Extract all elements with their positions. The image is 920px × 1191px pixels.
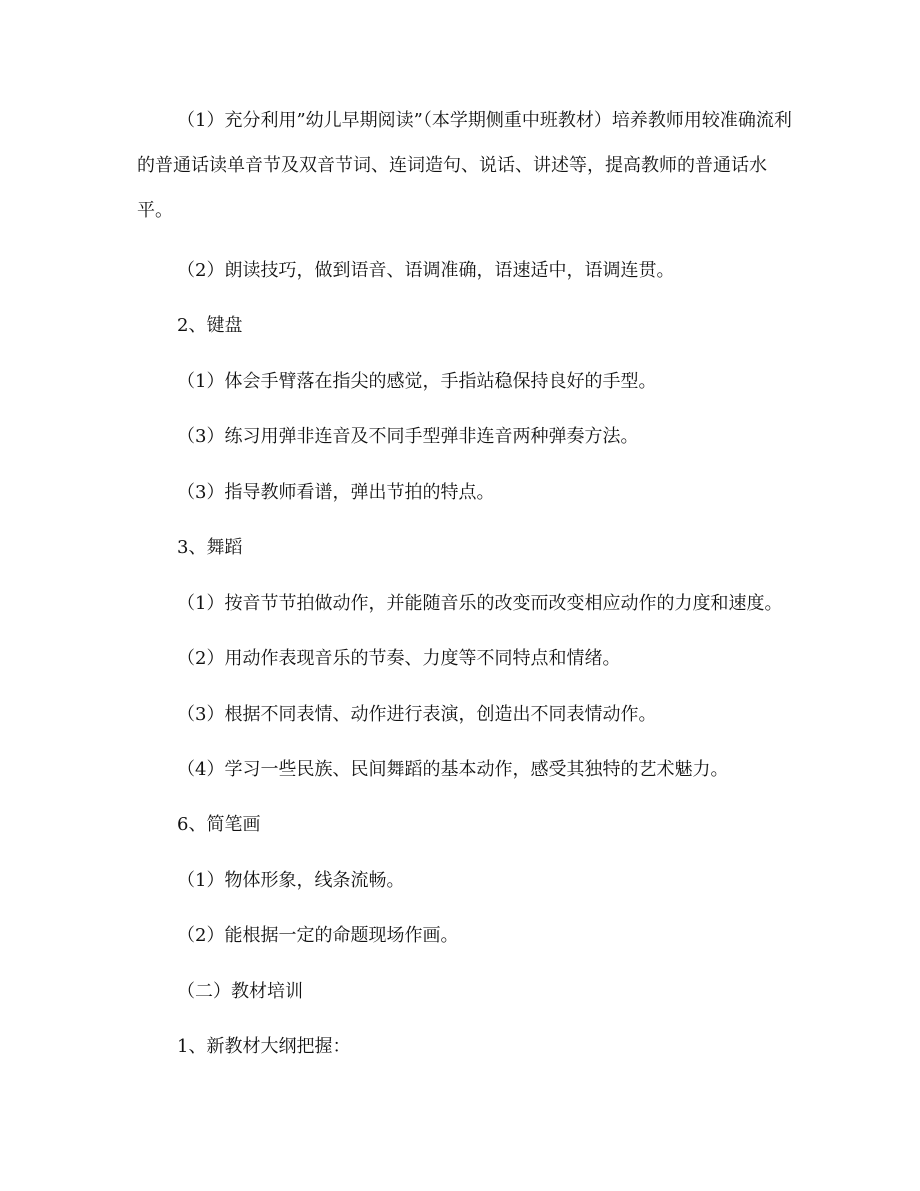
paragraph-sketching-2: （2）能根据一定的命题现场作画。 [177,925,459,946]
paragraph-dance-4: （4）学习一些民族、民间舞蹈的基本动作，感受其独特的艺术魅力。 [177,759,729,780]
section-heading-dance: 3、舞蹈 [177,537,243,558]
paragraph-dance-3: （3）根据不同表情、动作进行表演，创造出不同表情动作。 [177,704,657,725]
paragraph-dance-1: （1）按音节节拍做动作，并能随音乐的改变而改变相应动作的力度和速度。 [177,593,783,614]
paragraph-sketching-1: （1）物体形象，线条流畅。 [177,870,405,891]
paragraph-reading-skills: （2）朗读技巧，做到语音、语调准确，语速适中，语调连贯。 [177,260,675,281]
section-heading-keyboard: 2、键盘 [177,315,243,336]
section-heading-sketching: 6、简笔画 [177,814,261,835]
paragraph-reading-training: （1）充分利用”幼儿早期阅读”（本学期侧重中班教材）培养教师用较准确流利的普通话读单音节及双音节词、连词造句、说话、讲述等，提高教师的普通话水平。 [137,110,792,221]
paragraph-keyboard-3: （3）指导教师看谱，弹出节拍的特点。 [177,482,495,503]
paragraph-keyboard-1: （1）体会手臂落在指尖的感觉，手指站稳保持良好的手型。 [177,371,657,392]
paragraph-keyboard-2: （3）练习用弹非连音及不同手型弹非连音两种弹奏方法。 [177,426,639,447]
subsection-heading-new-syllabus: 1、新教材大纲把握： [177,1036,351,1057]
section-heading-materials-training: （二）教材培训 [177,981,303,1002]
paragraph-dance-2: （2）用动作表现音乐的节奏、力度等不同特点和情绪。 [177,648,621,669]
